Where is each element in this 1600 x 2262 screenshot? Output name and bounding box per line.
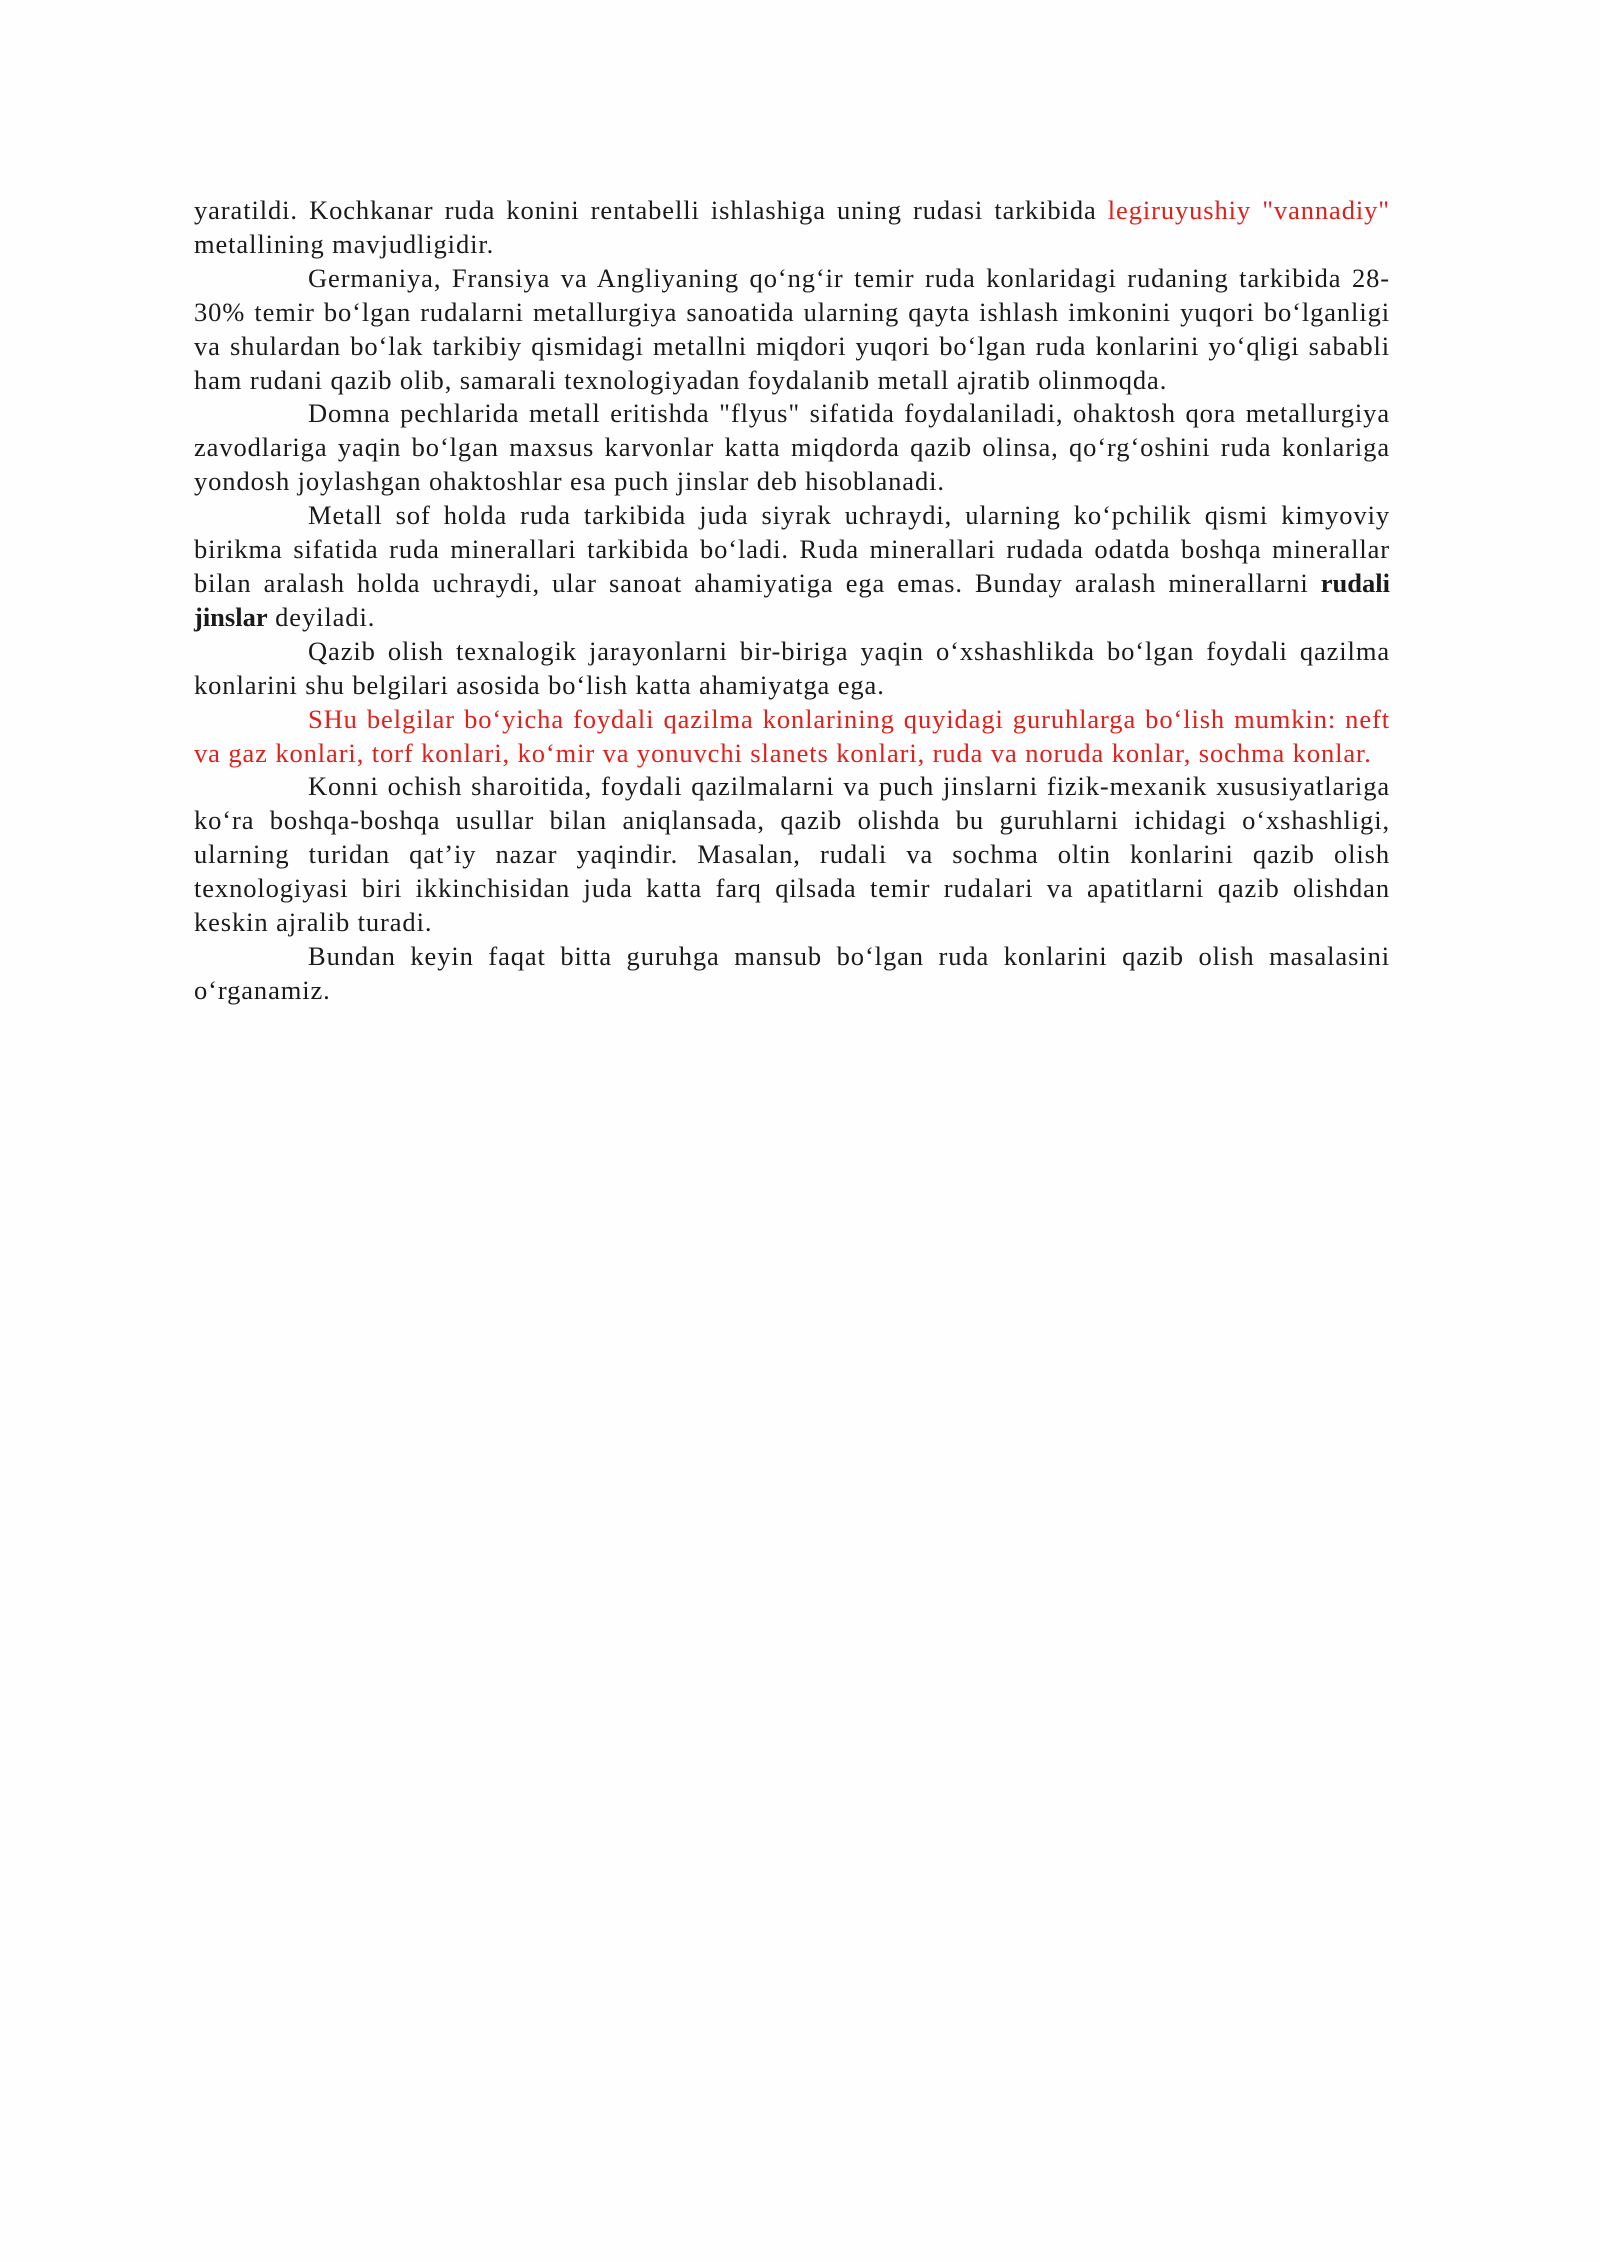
paragraph-6-highlighted: SHu belgilar bo‘yicha foydali qazilma konlarining quyidagi guruhlarga bo‘lish mumkin: neft va gaz konlari, torf konlari, ko‘mir va yonuvchi slanets konlari, ruda va noruda konlar, sochma konlar. [194,703,1390,768]
paragraph-4 [194,499,1390,635]
paragraph-3: Domna pechlarida metall eritishda "flyus" sifatida foydalaniladi, ohaktosh qora metallurgiya zavodlariga yaqin bo‘lgan maxsus karvonlar katta miqdorda qazib olinsa, qo‘rg‘oshini ruda konlariga yondosh joylashgan ohaktoshlar esa puch jinslar deb hisoblanadi. [194,398,1390,497]
paragraph-8: Bundan keyin faqat bitta guruhga mansub bo‘lgan ruda konlarini qazib olish masalasini o‘rganamiz. [194,940,1390,1005]
paragraph-1-text: yaratildi. Kochkanar ruda konini rentabelli ishlashiga uning rudasi tarkibida [194,195,1108,225]
bold-term-rudali-jinslar: rudali jinslar [194,567,1390,632]
paragraph-1-tail: metallining mavjudligidir. [194,228,495,259]
paragraph-1 [194,194,1390,262]
paragraph-5: Qazib olish texnalogik jarayonlarni bir-biriga yaqin o‘xshashlikda bo‘lgan foydali qazilma konlarini shu belgilari asosida bo‘lish katta ahamiyatga ega. [194,635,1390,700]
paragraph-4-tail: deyiladi. [267,601,376,632]
paragraph-2: Germaniya, Fransiya va Angliyaning qo‘ng‘ir temir ruda konlaridagi rudaning tarkibida 28-30% temir bo‘lgan rudalarni metallurgiya sanoatida ularning qayta ishlash imkonini yuqori bo‘lganligi va shulardan bo‘lak tarkibiy qismidagi metallni miqdori yuqori bo‘lgan ruda konlarini yo‘qligi sababli ham rudani qazib olib, samarali texnologiyadan foydalanib metall ajratib olinmoqda. [194,262,1390,395]
document-body [194,194,1390,1008]
paragraph-4-text: Metall sof holda ruda tarkibida juda siyrak uchraydi, ularning ko‘pchilik qismi kimyoviy birikma sifatida ruda minerallari tarkibida bo‘ladi. Ruda minerallari rudada odatda boshqa minerallar bilan aralash holda uchraydi, ular sanoat ahamiyatiga ega emas. Bunday aralash minerallarni [194,500,1390,598]
paragraph-7: Konni ochish sharoitida, foydali qazilmalarni va puch jinslarni fizik-mexanik xususiyatlariga ko‘ra boshqa-boshqa usullar bilan aniqlansada, qazib olishda bu guruhlarni ichidagi o‘xshashligi, ularning turidan qat’iy nazar yaqindir. Masalan, rudali va sochma oltin konlarini qazib olish texnologiyasi biri ikkinchisidan juda katta farq qilsada temir rudalari va apatitlarni qazib olishdan keskin ajralib turadi. [194,771,1390,938]
highlighted-term-vannadiy: legiruyushiy "vannadiy" [1107,195,1390,225]
